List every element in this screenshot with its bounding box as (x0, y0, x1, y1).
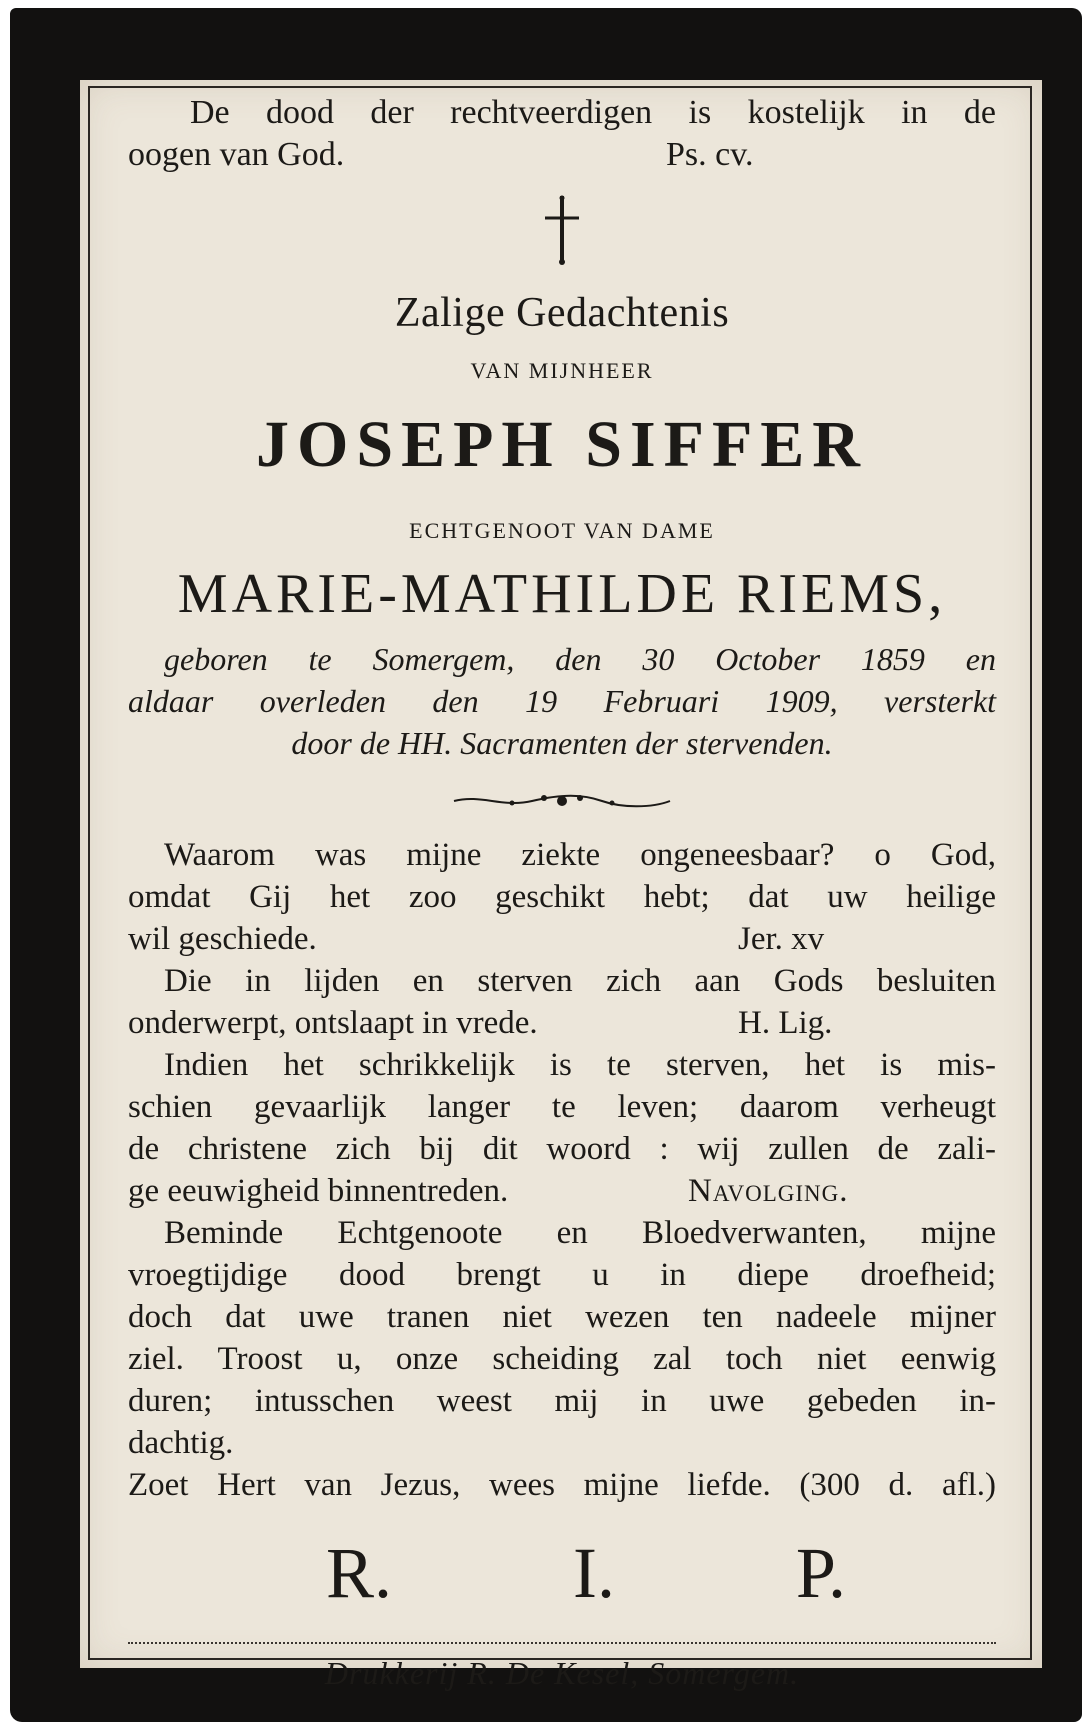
rip-initials (128, 1528, 996, 1618)
dotted-divider (128, 1642, 996, 1644)
bio-line-3: door de HH. Sacramenten der stervenden. (291, 725, 833, 761)
p2-text-end: onderwerpt, ontslaapt in vrede. (128, 1005, 538, 1041)
p4-line-5: duren; intusschen weest mij in uwe gebeden in- (128, 1383, 996, 1419)
paragraph-5 (128, 1464, 996, 1506)
p4-line-3: doch dat uwe tranen niet wezen ten nadeele mijner (128, 1299, 996, 1335)
p3-line-1: Indien het schrikkelijk is te sterven, het is mis- (164, 1047, 996, 1083)
van-mijnheer-label: VAN MIJNHEER (470, 358, 654, 383)
epigraph-line-2 (128, 134, 996, 176)
paragraph-4 (128, 1212, 996, 1464)
p3-line-2: schien gevaarlijk langer te leven; daarom verheugt (128, 1089, 996, 1125)
deceased-name: JOSEPH SIFFER (256, 408, 868, 481)
p1-reference: Jer. xv (738, 921, 825, 957)
floral-divider-icon (452, 790, 672, 812)
p3-line-3: de christene zich bij dit woord : wij zullen de zali- (128, 1131, 996, 1167)
p3-text-end: ge eeuwigheid binnentreden. (128, 1173, 509, 1209)
paragraph-1 (128, 834, 996, 960)
rip-r: R. (326, 1533, 393, 1613)
printer-imprint: Drukkerij R. De Kesel, Somergem. (324, 1655, 800, 1691)
p4-line-4: ziel. Troost u, onze scheiding zal toch niet eenwig (128, 1341, 996, 1377)
rip-p: P. (795, 1533, 846, 1613)
epigraph-line-1: De dood der rechtveerdigen is kostelijk in de (190, 94, 996, 131)
epigraph-text: oogen van God. (128, 136, 345, 173)
p1-text-end: wil geschiede. (128, 921, 317, 957)
biography (128, 638, 996, 764)
p1-line-1: Waarom was mijne ziekte ongeneesbaar? o God, (164, 837, 996, 873)
memorial-title: Zalige Gedachtenis (394, 290, 730, 336)
p4-line-1: Beminde Echtgenoote en Bloedverwanten, mijne (164, 1215, 996, 1251)
p1-line-2: omdat Gij het zoo geschikt hebt; dat uw heilige (128, 879, 996, 915)
p1-line-3 (128, 918, 996, 960)
card-content (128, 90, 996, 1694)
spouse-label: ECHTGENOOT VAN DAME (409, 518, 715, 543)
latin-cross-icon (542, 194, 582, 266)
p2-reference: H. Lig. (738, 1005, 833, 1041)
memorial-card (10, 8, 1082, 1722)
spouse-name: MARIE-MATHILDE RIEMS, (177, 563, 947, 625)
p4-line-2: vroegtijdige dood brengt u in diepe droefheid; (128, 1257, 996, 1293)
p5-line: Zoet Hert van Jezus, wees mijne liefde. (300 d. afl.) (128, 1467, 996, 1503)
card-paper (80, 80, 1042, 1691)
paragraph-2 (128, 960, 996, 1044)
p2-line-2 (128, 1002, 996, 1044)
paragraph-3 (128, 1044, 996, 1212)
p4-line-6: dachtig. (128, 1425, 234, 1461)
epigraph-reference: Ps. cv. (666, 136, 754, 173)
rip-i: I. (572, 1533, 615, 1613)
bio-line-2: aldaar overleden den 19 Februari 1909, versterkt (128, 683, 996, 719)
p3-reference: Navolging. (688, 1173, 849, 1209)
p3-line-4 (128, 1170, 996, 1212)
bio-line-1: geboren te Somergem, den 30 October 1859 en (164, 641, 996, 677)
p2-line-1: Die in lijden en sterven zich aan Gods besluiten (164, 963, 996, 999)
